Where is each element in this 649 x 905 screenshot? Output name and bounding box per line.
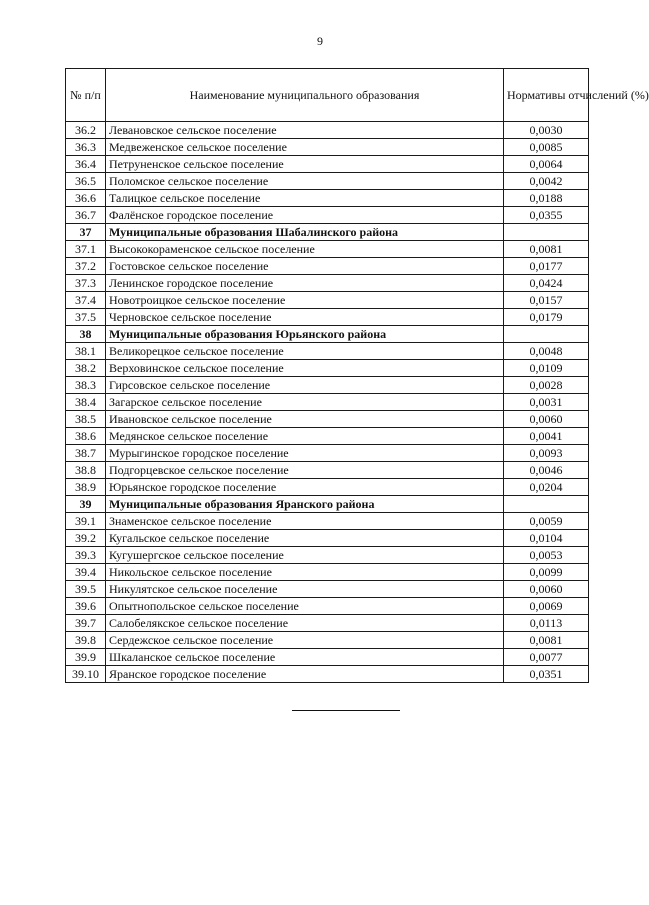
row-number: 36.4 (66, 156, 106, 173)
end-rule (292, 710, 400, 711)
municipality-name: Шкаланское сельское поселение (106, 649, 504, 666)
table-row (66, 241, 589, 258)
table-row (66, 513, 589, 530)
norm-value: 0,0099 (504, 564, 589, 581)
table-row (66, 139, 589, 156)
header-number: № п/п (66, 69, 106, 122)
norm-value: 0,0093 (504, 445, 589, 462)
norm-value: 0,0030 (504, 122, 589, 139)
norm-value (504, 496, 589, 513)
municipality-name: Великорецкое сельское поселение (106, 343, 504, 360)
row-number: 36.7 (66, 207, 106, 224)
table-row (66, 411, 589, 428)
norm-value (504, 224, 589, 241)
table-row (66, 632, 589, 649)
norm-value: 0,0355 (504, 207, 589, 224)
norm-value: 0,0081 (504, 632, 589, 649)
row-number: 39.7 (66, 615, 106, 632)
table-row (66, 462, 589, 479)
table-row (66, 275, 589, 292)
row-number: 38.9 (66, 479, 106, 496)
municipality-name: Юрьянское городское поселение (106, 479, 504, 496)
municipality-name: Ивановское сельское поселение (106, 411, 504, 428)
table-row (66, 173, 589, 190)
table-row (66, 445, 589, 462)
norm-value: 0,0179 (504, 309, 589, 326)
row-number: 38.8 (66, 462, 106, 479)
norm-value: 0,0113 (504, 615, 589, 632)
row-number: 39.6 (66, 598, 106, 615)
row-number: 36.6 (66, 190, 106, 207)
row-number: 38.1 (66, 343, 106, 360)
group-row (66, 326, 589, 343)
table-row (66, 598, 589, 615)
group-title: Муниципальные образования Шабалинского района (106, 224, 504, 241)
municipality-name: Верховинское сельское поселение (106, 360, 504, 377)
row-number: 39.9 (66, 649, 106, 666)
table-row (66, 547, 589, 564)
municipality-name: Кугальское сельское поселение (106, 530, 504, 547)
norm-value: 0,0059 (504, 513, 589, 530)
row-number: 39.5 (66, 581, 106, 598)
norm-value: 0,0069 (504, 598, 589, 615)
table-body (66, 122, 589, 683)
row-number: 38.3 (66, 377, 106, 394)
row-number: 38 (66, 326, 106, 343)
municipality-name: Гирсовское сельское поселение (106, 377, 504, 394)
norm-value: 0,0109 (504, 360, 589, 377)
municipality-name: Мурыгинское городское поселение (106, 445, 504, 462)
header-name: Наименование муниципального образования (106, 69, 504, 122)
table-row (66, 394, 589, 411)
table-row (66, 581, 589, 598)
row-number: 39.2 (66, 530, 106, 547)
municipality-name: Талицкое сельское поселение (106, 190, 504, 207)
norm-value: 0,0077 (504, 649, 589, 666)
norm-value: 0,0060 (504, 411, 589, 428)
table-header-row (66, 69, 589, 122)
norm-value: 0,0188 (504, 190, 589, 207)
norm-value: 0,0048 (504, 343, 589, 360)
table-row (66, 428, 589, 445)
row-number: 37.4 (66, 292, 106, 309)
row-number: 37.3 (66, 275, 106, 292)
norm-value: 0,0042 (504, 173, 589, 190)
row-number: 39 (66, 496, 106, 513)
table-row (66, 343, 589, 360)
municipality-name: Сердежское сельское поселение (106, 632, 504, 649)
table-row (66, 292, 589, 309)
norm-value: 0,0351 (504, 666, 589, 683)
group-row (66, 496, 589, 513)
municipality-name: Черновское сельское поселение (106, 309, 504, 326)
row-number: 39.4 (66, 564, 106, 581)
norm-value: 0,0204 (504, 479, 589, 496)
norm-value (504, 326, 589, 343)
norm-value: 0,0085 (504, 139, 589, 156)
norm-value: 0,0028 (504, 377, 589, 394)
municipality-name: Кугушергское сельское поселение (106, 547, 504, 564)
norms-table (65, 68, 649, 683)
municipality-name: Медянское сельское поселение (106, 428, 504, 445)
table-row (66, 190, 589, 207)
table-row (66, 360, 589, 377)
municipality-name: Салобелякское сельское поселение (106, 615, 504, 632)
table-row (66, 530, 589, 547)
norm-value: 0,0031 (504, 394, 589, 411)
table-row (66, 377, 589, 394)
norm-value: 0,0081 (504, 241, 589, 258)
row-number: 38.6 (66, 428, 106, 445)
row-number: 37 (66, 224, 106, 241)
table-row (66, 649, 589, 666)
municipality-name: Фалёнское городское поселение (106, 207, 504, 224)
municipality-name: Загарское сельское поселение (106, 394, 504, 411)
norm-value: 0,0104 (504, 530, 589, 547)
municipality-name: Новотроицкое сельское поселение (106, 292, 504, 309)
municipality-name: Поломское сельское поселение (106, 173, 504, 190)
page-number: 9 (317, 34, 323, 48)
table-row (66, 479, 589, 496)
norm-value: 0,0060 (504, 581, 589, 598)
municipality-name: Знаменское сельское поселение (106, 513, 504, 530)
municipality-name: Опытнопольское сельское поселение (106, 598, 504, 615)
municipality-name: Никольское сельское поселение (106, 564, 504, 581)
row-number: 37.5 (66, 309, 106, 326)
row-number: 36.5 (66, 173, 106, 190)
group-row (66, 224, 589, 241)
row-number: 37.2 (66, 258, 106, 275)
row-number: 39.1 (66, 513, 106, 530)
row-number: 39.8 (66, 632, 106, 649)
table-row (66, 207, 589, 224)
table-row (66, 122, 589, 139)
row-number: 38.7 (66, 445, 106, 462)
municipality-name: Никулятское сельское поселение (106, 581, 504, 598)
table-row (66, 258, 589, 275)
group-title: Муниципальные образования Юрьянского района (106, 326, 504, 343)
municipality-name: Петруненское сельское поселение (106, 156, 504, 173)
table-row (66, 309, 589, 326)
municipality-name: Высококораменское сельское поселение (106, 241, 504, 258)
row-number: 37.1 (66, 241, 106, 258)
row-number: 36.3 (66, 139, 106, 156)
norm-value: 0,0041 (504, 428, 589, 445)
row-number: 38.2 (66, 360, 106, 377)
table-row (66, 156, 589, 173)
municipality-name: Гостовское сельское поселение (106, 258, 504, 275)
municipality-name: Ленинское городское поселение (106, 275, 504, 292)
table-row (66, 564, 589, 581)
municipality-name: Медвеженское сельское поселение (106, 139, 504, 156)
row-number: 36.2 (66, 122, 106, 139)
row-number: 38.5 (66, 411, 106, 428)
table-row (66, 615, 589, 632)
group-title: Муниципальные образования Яранского района (106, 496, 504, 513)
municipality-name: Яранское городское поселение (106, 666, 504, 683)
header-value: Нормативы отчислений (%) (504, 69, 589, 122)
norm-value: 0,0064 (504, 156, 589, 173)
norm-value: 0,0157 (504, 292, 589, 309)
table-row (66, 666, 589, 683)
norm-value: 0,0053 (504, 547, 589, 564)
municipality-name: Подгорцевское сельское поселение (106, 462, 504, 479)
norm-value: 0,0046 (504, 462, 589, 479)
row-number: 38.4 (66, 394, 106, 411)
municipality-name: Левановское сельское поселение (106, 122, 504, 139)
norm-value: 0,0424 (504, 275, 589, 292)
row-number: 39.10 (66, 666, 106, 683)
row-number: 39.3 (66, 547, 106, 564)
norm-value: 0,0177 (504, 258, 589, 275)
